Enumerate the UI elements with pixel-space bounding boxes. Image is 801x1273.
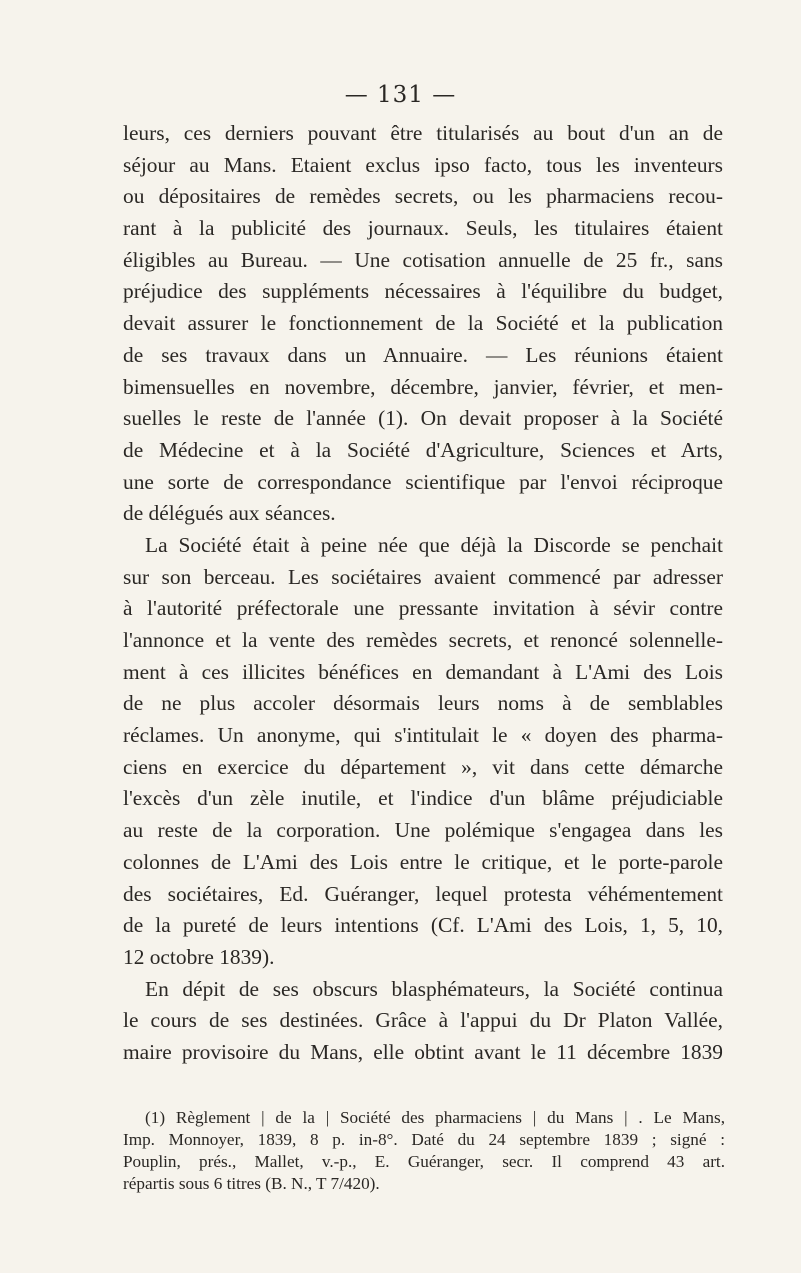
text-line: maire provisoire du Mans, elle obtint avant le 11 décembre 1839 (123, 1039, 723, 1064)
text-line: bimensuelles en novembre, décembre, janvier, février, et men- (123, 374, 723, 399)
text-line: leurs, ces derniers pouvant être titularisés au bout d'un an de (123, 121, 723, 145)
text-line: au reste de la corporation. Une polémique s'engagea dans les (123, 818, 723, 843)
text-line: de ne plus accoler désormais leurs noms à de semblables (123, 691, 723, 716)
text-line: 12 octobre 1839). (123, 944, 275, 969)
main-text (123, 118, 723, 1069)
paragraph-2 (123, 530, 723, 974)
text-line: de délégués aux séances. (123, 501, 336, 526)
footnote (123, 1107, 725, 1195)
footnote-line: répartis sous 6 titres (B. N., T 7/420). (123, 1174, 380, 1193)
text-line: de ses travaux dans un Annuaire. — Les réunions étaient (123, 342, 723, 367)
text-line: le cours de ses destinées. Grâce à l'appui du Dr Platon Vallée, (123, 1008, 723, 1033)
text-line: à l'autorité préfectorale une pressante invitation à sévir contre (123, 596, 723, 621)
text-line: l'excès d'un zèle inutile, et l'indice d'un blâme préjudiciable (123, 786, 723, 811)
footnote-line: Pouplin, prés., Mallet, v.-p., E. Guéranger, secr. Il comprend 43 art. (123, 1152, 725, 1171)
text-line: rant à la publicité des journaux. Seuls, les titulaires étaient (123, 216, 723, 241)
text-line: de Médecine et à la Société d'Agriculture, Sciences et Arts, (123, 437, 723, 462)
text-line: séjour au Mans. Etaient exclus ipso facto, tous les inventeurs (123, 152, 723, 177)
text-line: éligibles au Bureau. — Une cotisation annuelle de 25 fr., sans (123, 247, 723, 272)
text-line: colonnes de L'Ami des Lois entre le critique, et le porte-parole (123, 849, 723, 874)
text-line: sur son berceau. Les sociétaires avaient commencé par adresser (123, 564, 723, 589)
text-line: réclames. Un anonyme, qui s'intitulait le « doyen des pharma- (123, 723, 723, 748)
text-line: La Société était à peine née que déjà la Discorde se penchait (145, 532, 723, 557)
footnote-line: Imp. Monnoyer, 1839, 8 p. in-8°. Daté du 24 septembre 1839 ; signé : (123, 1130, 725, 1149)
text-line: ment à ces illicites bénéfices en demandant à L'Ami des Lois (123, 659, 723, 684)
text-line: préjudice des suppléments nécessaires à l'équilibre du budget, (123, 279, 723, 304)
text-line: En dépit de ses obscurs blasphémateurs, la Société continua (145, 976, 723, 1001)
text-line: de la pureté de leurs intentions (Cf. L'Ami des Lois, 1, 5, 10, (123, 913, 723, 938)
text-line: l'annonce et la vente des remèdes secrets, et renoncé solennelle- (123, 628, 723, 652)
text-line: devait assurer le fonctionnement de la Société et la publication (123, 311, 723, 336)
paragraph-3 (123, 974, 723, 1069)
paragraph-1 (123, 118, 723, 530)
text-line: des sociétaires, Ed. Guéranger, lequel protesta véhémentement (123, 881, 723, 906)
text-line: une sorte de correspondance scientifique par l'envoi réciproque (123, 469, 723, 494)
text-line: ciens en exercice du département », vit dans cette démarche (123, 754, 723, 779)
text-line: ou dépositaires de remèdes secrets, ou les pharmaciens recou- (123, 184, 723, 209)
footnote-line: (1) Règlement | de la | Société des pharmaciens | du Mans | . Le Mans, (145, 1108, 725, 1127)
text-line: suelles le reste de l'année (1). On devait proposer à la Société (123, 406, 723, 431)
page-number-header: — 131 — (344, 82, 457, 108)
